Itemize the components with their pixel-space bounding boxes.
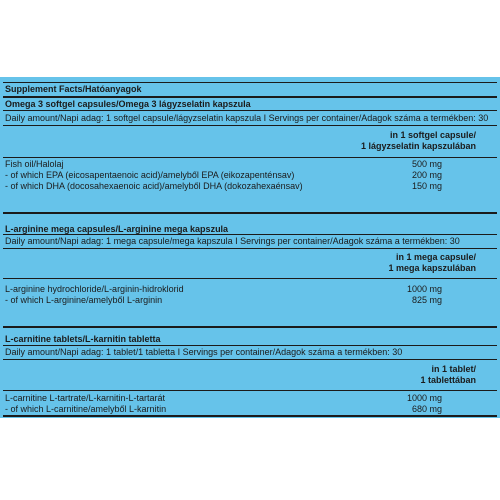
row-value: 500 mg [411, 159, 442, 169]
divider [3, 234, 497, 235]
table-row [5, 295, 476, 305]
daily-amount-carnitine: Daily amount/Napi adag: 1 tablet/1 tabletta I Servings per container/Adagok száma a termékben: 30 [5, 347, 403, 357]
divider [3, 359, 497, 360]
table-row [5, 181, 476, 191]
divider [3, 82, 497, 83]
divider [3, 110, 497, 111]
row-value: 825 mg [411, 295, 442, 305]
divider [3, 326, 497, 328]
table-row [5, 170, 476, 180]
divider [3, 345, 497, 346]
column-header-line2: 1 lágyzselatin kapszulában [360, 141, 476, 151]
divider [3, 415, 497, 417]
row-value: 200 mg [411, 170, 442, 180]
column-header-line1: in 1 tablet/ [431, 364, 476, 374]
table-row [5, 284, 476, 294]
divider [3, 278, 497, 279]
section-title-omega3: Omega 3 softgel capsules/Omega 3 lágyzselatin kapszula [5, 99, 251, 109]
row-value: 1000 mg [406, 393, 442, 403]
table-row [5, 159, 476, 169]
row-label: L-carnitine L-tartrate/L-karnitin-L-tartarát [5, 393, 166, 403]
daily-amount-omega3: Daily amount/Napi adag: 1 softgel capsule/lágyzselatin kapszula I Servings per container/Adagok száma a termékben: 30 [5, 113, 489, 123]
row-value: 680 mg [411, 404, 442, 414]
panel-title: Supplement Facts/Hatóanyagok [5, 84, 142, 94]
divider [3, 212, 497, 214]
divider [3, 125, 497, 126]
column-header-line1: in 1 softgel capsule/ [389, 130, 476, 140]
divider [3, 157, 497, 158]
column-header-line1: in 1 mega capsule/ [395, 252, 476, 262]
divider [3, 248, 497, 249]
row-label: - of which EPA (eicosapentaenoic acid)/amelyből EPA (eikozapenténsav) [5, 170, 295, 180]
section-title-arginine: L-arginine mega capsules/L-arginine mega kapszula [5, 224, 229, 234]
column-header-arginine [388, 252, 476, 274]
divider [3, 390, 497, 391]
column-header-line2: 1 tablettában [420, 375, 476, 385]
row-label: - of which L-carnitine/amelyből L-karnitin [5, 404, 167, 414]
row-value: 1000 mg [406, 284, 442, 294]
daily-amount-arginine: Daily amount/Napi adag: 1 mega capsule/mega kapszula I Servings per container/Adagok száma a termékben: 30 [5, 236, 460, 246]
section-title-carnitine: L-carnitine tablets/L-karnitin tabletta [5, 334, 161, 344]
divider [3, 96, 497, 98]
row-value: 150 mg [411, 181, 442, 191]
table-row [5, 393, 476, 403]
row-label: - of which DHA (docosahexaenoic acid)/amelyből DHA (dokozahexaénsav) [5, 181, 303, 191]
column-header-carnitine [420, 364, 476, 386]
row-label: - of which L-arginine/amelyből L-arginin [5, 295, 163, 305]
column-header-line2: 1 mega kapszulában [388, 263, 476, 273]
row-label: Fish oil/Halolaj [5, 159, 64, 169]
column-header-omega3 [361, 130, 476, 152]
table-row [5, 404, 476, 414]
row-label: L-arginine hydrochloride/L-arginin-hidroklorid [5, 284, 184, 294]
supplement-facts-panel [0, 77, 500, 418]
